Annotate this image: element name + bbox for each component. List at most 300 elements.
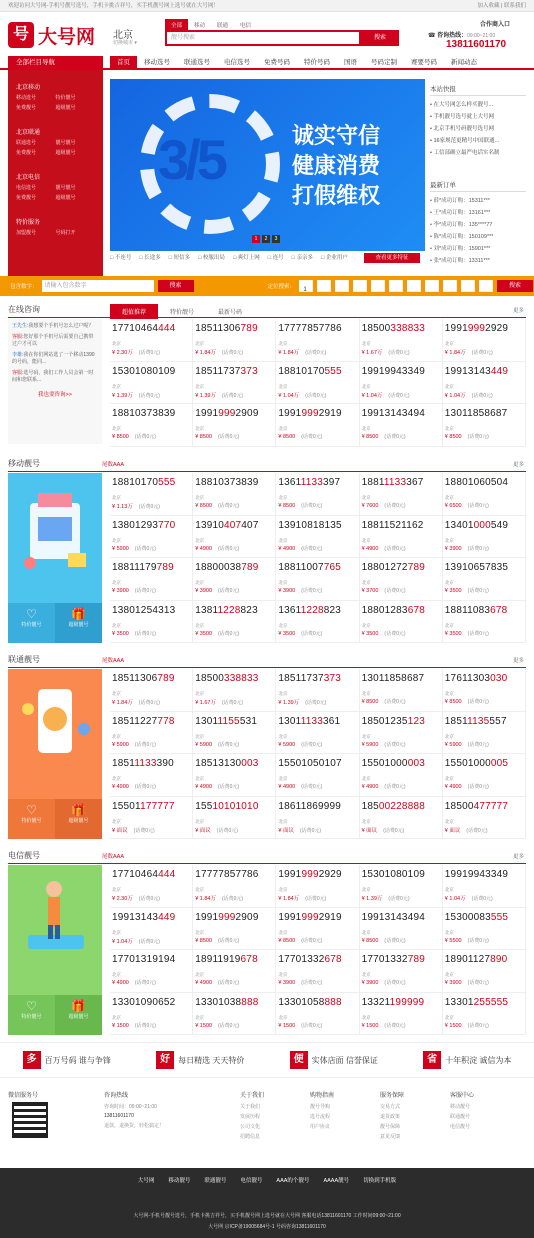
phone-number: 18811521162 — [361, 519, 424, 531]
number-card[interactable] — [360, 362, 443, 405]
number-price: ¥ 1.39万 (话费0元) — [195, 392, 244, 399]
number-price: ¥ 5900 (话费0元) — [195, 741, 240, 748]
search-input[interactable]: 靓号搜索 — [165, 30, 361, 46]
number-city: 北京 — [361, 383, 371, 389]
number-city: 北京 — [278, 495, 288, 500]
number-card[interactable] — [193, 362, 276, 405]
nav-item[interactable]: 首页 — [110, 56, 137, 70]
number-card[interactable] — [276, 516, 359, 559]
phone-number: 18901127890 — [444, 954, 508, 965]
super-link[interactable]: 🎁 超级靓号 — [55, 603, 102, 643]
number-price: ¥ 1.84万 (话费0元) — [195, 350, 244, 356]
number-card[interactable] — [443, 754, 526, 797]
number-city: 北京 — [444, 383, 454, 389]
sidebar-link[interactable]: 移动选号 — [16, 95, 37, 101]
bottom-link[interactable]: 电信靓号 — [240, 1178, 263, 1184]
tab-latest[interactable]: 最新号码 — [218, 310, 243, 316]
number-card[interactable] — [193, 754, 276, 797]
section-title: 联通靓号 — [8, 655, 40, 664]
number-city: 北京 — [361, 929, 371, 935]
special-link[interactable]: ♡ 特价靓号 — [8, 603, 55, 643]
number-card[interactable] — [360, 908, 443, 951]
number-card[interactable] — [110, 908, 193, 951]
more-features-button[interactable]: 查看更多特征 — [364, 253, 420, 263]
phone-number: 13011133361 — [278, 715, 341, 727]
phone-number: 18811133367 — [361, 477, 424, 488]
sidebar-link[interactable]: 免费靓号 — [16, 150, 37, 156]
number-card[interactable] — [360, 516, 443, 559]
number-card[interactable] — [443, 404, 526, 447]
number-card[interactable] — [276, 404, 359, 447]
section-subtitle[interactable]: 尾数AAA — [102, 658, 125, 664]
phone-number: 17701332789 — [361, 954, 425, 965]
number-price: ¥ 4900 (话费0元) — [278, 545, 323, 552]
sidebar-link[interactable]: 加盟靓号 — [16, 230, 37, 236]
number-city: 北京 — [444, 776, 454, 781]
tab-recommend[interactable]: 超值推荐 — [110, 304, 158, 319]
number-price: ¥ 面议 (话费0元) — [361, 827, 405, 834]
number-card[interactable] — [443, 797, 526, 840]
number-card[interactable] — [360, 865, 443, 908]
section-subtitle[interactable]: 尾数AAA — [102, 462, 125, 468]
number-card[interactable] — [443, 558, 526, 601]
number-card[interactable] — [360, 319, 443, 362]
number-card[interactable] — [193, 712, 276, 755]
phone-number: 13401000549 — [444, 519, 509, 531]
nav-item[interactable]: 联通选号 — [184, 59, 210, 66]
position-search-button[interactable]: 搜索 — [497, 280, 533, 292]
number-card[interactable] — [360, 473, 443, 516]
number-card[interactable] — [276, 362, 359, 405]
number-card[interactable] — [110, 319, 193, 362]
number-card[interactable] — [443, 473, 526, 516]
filter-checkbox[interactable]: □ 企业用户 — [321, 255, 348, 261]
sidebar-link[interactable]: 号码打开 — [55, 230, 76, 236]
chat-message: 李雄:我在你们网站选了一个移动1390的号码，能同... — [12, 352, 95, 365]
city-name: 北京 — [113, 30, 133, 41]
sidebar-link[interactable]: 靓号靓号 — [55, 140, 76, 146]
consult-title: 在线咨询 — [8, 305, 40, 314]
number-card[interactable] — [360, 712, 443, 755]
number-city: 北京 — [278, 972, 288, 977]
number-card[interactable] — [110, 865, 193, 908]
number-price: ¥ 1.04万 (话费0元) — [278, 392, 327, 399]
news-item[interactable]: • 手机靓号选号就上大号网 — [430, 114, 494, 120]
news-item[interactable]: • 北京手机号码靓号选号网 — [430, 126, 494, 132]
number-city: 北京 — [112, 426, 121, 431]
sidebar-link[interactable]: 联通选号 — [16, 140, 37, 146]
sidebar-link[interactable]: 超级靓号 — [55, 195, 76, 201]
search-tab-all[interactable]: 全部 — [165, 19, 188, 31]
number-card[interactable] — [193, 797, 276, 840]
number-card[interactable] — [193, 473, 276, 516]
number-city: 北京 — [278, 580, 288, 585]
phone-number: 19919992909 — [195, 408, 259, 419]
number-city: 北京 — [112, 691, 121, 696]
phone-number: 17777857786 — [278, 323, 342, 334]
search-tab-unicom[interactable]: 联通 — [217, 23, 229, 29]
number-card[interactable] — [193, 404, 276, 447]
bottom-link[interactable]: AAAA靓号 — [323, 1178, 350, 1184]
number-card[interactable] — [276, 754, 359, 797]
banner-pager — [252, 235, 280, 243]
number-card[interactable] — [443, 908, 526, 951]
news-item[interactable]: • 16家规范更精号中国联通... — [430, 138, 500, 144]
number-card[interactable] — [276, 669, 359, 712]
number-card[interactable] — [110, 754, 193, 797]
number-price: ¥ 面议 (话费0元) — [444, 827, 488, 834]
number-card[interactable] — [193, 669, 276, 712]
number-price: ¥ 4900 (话费0元) — [195, 545, 240, 552]
number-card[interactable] — [276, 601, 359, 644]
digit-cell[interactable] — [317, 280, 331, 292]
number-city: 北京 — [361, 495, 371, 500]
phone-number: 15301080109 — [361, 869, 425, 880]
number-price: ¥ 3500 (话费0元) — [112, 630, 156, 637]
filter-checkbox[interactable]: □ 校服出局 — [198, 255, 225, 261]
digit-cell[interactable] — [443, 280, 457, 292]
nav-item[interactable]: 电信选号 — [224, 59, 250, 66]
number-card[interactable] — [193, 516, 276, 559]
number-card[interactable] — [110, 558, 193, 601]
all-categories-nav[interactable]: 全部栏目导航 — [8, 56, 103, 70]
number-price: ¥ 3500 (话费0元) — [195, 630, 240, 637]
qr-code — [12, 1102, 48, 1138]
number-card[interactable] — [276, 865, 359, 908]
number-city: 北京 — [444, 691, 454, 696]
filter-checkbox[interactable]: □ 短信多 — [168, 255, 191, 261]
number-city: 北京 — [361, 1014, 371, 1020]
number-card[interactable] — [110, 473, 193, 516]
sidebar-group-title: 北京移动 — [16, 85, 41, 91]
wechat-col: 微信服务号 — [8, 1093, 39, 1099]
digit-cell[interactable] — [425, 280, 439, 292]
filter-checkbox[interactable]: □ 长途多 — [139, 255, 161, 261]
nav-item[interactable]: 号码定制 — [371, 59, 397, 66]
number-city: 北京 — [112, 887, 121, 892]
number-card[interactable] — [443, 669, 526, 712]
number-card[interactable] — [110, 993, 193, 1036]
number-price: ¥ 3900 (话费0元) — [278, 980, 323, 986]
number-card[interactable] — [443, 362, 526, 405]
bottom-link[interactable]: 联通靓号 — [204, 1178, 227, 1184]
number-card[interactable] — [193, 601, 276, 644]
mobile-illustration[interactable] — [8, 473, 102, 643]
number-price: ¥ 1.84万 (话费0元) — [112, 700, 160, 706]
number-grid — [110, 669, 526, 839]
number-card[interactable] — [360, 601, 443, 644]
phone-number: 13910407407 — [195, 519, 259, 531]
super-link[interactable]: 🎁 超级靓号 — [55, 799, 102, 839]
tab-special[interactable]: 特价靓号 — [170, 310, 195, 316]
news-item[interactable]: • 在大号网怎么样买靓号... — [430, 102, 494, 108]
number-price: ¥ 1.84万 (话费0元) — [278, 896, 327, 902]
phone-number: 18810373839 — [112, 408, 176, 419]
phone-number: 18511737373 — [278, 673, 342, 684]
nav-item[interactable]: 赛要号码 — [411, 59, 437, 66]
banner-dot[interactable]: 1 — [252, 235, 260, 243]
order-item: • 陈*成功订购：150109*** — [430, 234, 494, 240]
number-card[interactable] — [360, 993, 443, 1036]
number-price: ¥ 1.04万 (话费0元) — [112, 938, 160, 945]
phone-number: 18611869999 — [278, 800, 342, 812]
number-card[interactable] — [360, 404, 443, 447]
heart-icon: ♡ — [26, 999, 37, 1013]
number-card[interactable] — [443, 993, 526, 1036]
super-link[interactable]: 🎁 超级靓号 — [55, 995, 102, 1035]
number-card[interactable] — [110, 950, 193, 993]
nav-item[interactable]: 特价号码 — [304, 59, 330, 66]
nav-item[interactable]: 新闻动态 — [451, 59, 477, 66]
filter-checkbox[interactable]: □ 连号 — [267, 255, 284, 261]
phone-number: 18511133390 — [112, 758, 174, 769]
section-subtitle[interactable]: 尾数AAA — [102, 854, 125, 860]
number-card[interactable] — [443, 516, 526, 559]
feature-filters — [110, 253, 348, 261]
number-card[interactable] — [276, 558, 359, 601]
phone-number: 18500228888 — [361, 800, 425, 812]
number-card[interactable] — [276, 797, 359, 840]
phone-number: 17701319194 — [112, 954, 176, 965]
phone-number: 13910818135 — [278, 519, 342, 531]
section-title: 电信靓号 — [8, 851, 40, 860]
number-price: ¥ 1.39万 (话费0元) — [278, 700, 327, 706]
number-price: ¥ 3900 (话费0元) — [444, 545, 489, 552]
phone-number: 18511135557 — [444, 715, 507, 727]
number-city: 北京 — [112, 733, 121, 739]
banner-dot[interactable]: 3 — [272, 235, 280, 243]
top-links[interactable]: 加入收藏 | 联系我们 — [477, 3, 526, 9]
number-price: ¥ 4900 (话费0元) — [278, 784, 323, 790]
number-card[interactable] — [276, 712, 359, 755]
number-card[interactable] — [110, 712, 193, 755]
person-illustration — [8, 865, 102, 985]
number-card[interactable] — [193, 865, 276, 908]
sidebar-link[interactable]: 免费靓号 — [16, 105, 37, 111]
number-card[interactable] — [276, 950, 359, 993]
number-city: 北京 — [278, 537, 288, 543]
number-city: 北京 — [444, 341, 454, 346]
number-card[interactable] — [110, 669, 193, 712]
number-price: ¥ 3500 (话费0元) — [444, 588, 489, 594]
number-card[interactable] — [110, 404, 193, 447]
number-card[interactable] — [360, 669, 443, 712]
number-city: 北京 — [195, 383, 205, 389]
city-switch[interactable]: 切换城市 ▾ — [113, 40, 137, 46]
more-link[interactable]: 更多 — [512, 854, 524, 860]
number-card[interactable] — [443, 712, 526, 755]
digit-cell[interactable] — [371, 280, 385, 292]
number-price: ¥ 1.04万 (话费0元) — [444, 392, 493, 399]
sidebar-link[interactable]: 电信选号 — [16, 185, 37, 191]
digit-cell[interactable] — [389, 280, 403, 292]
news-item[interactable]: • 工信部确立最严电话实名制 — [430, 150, 500, 156]
number-city: 北京 — [195, 1014, 205, 1020]
chat-message: 客服:您好那个手机号后需要自己携带过户才可以 — [12, 334, 94, 347]
number-card[interactable] — [276, 473, 359, 516]
number-price: ¥ 1.39万 (话费0元) — [112, 392, 160, 399]
number-price: ¥ 3900 (话费0元) — [361, 980, 406, 986]
banner-dot[interactable]: 2 — [262, 235, 270, 243]
search-tab-mobile[interactable]: 移动 — [194, 23, 206, 29]
digit-cell[interactable]: 1 — [299, 280, 313, 292]
number-price: ¥ 8500 (话费0元) — [361, 699, 406, 705]
consult-link[interactable]: 我也要咨询>> — [38, 392, 72, 398]
number-card[interactable] — [193, 319, 276, 362]
number-card[interactable] — [443, 950, 526, 993]
number-card[interactable] — [360, 797, 443, 840]
number-city: 北京 — [361, 818, 371, 824]
more-link[interactable]: 更多 — [512, 658, 524, 664]
phone-number: 13301038888 — [195, 996, 259, 1008]
number-price: ¥ 面议 (话费0元) — [278, 827, 322, 834]
more-link[interactable]: 更多 — [512, 462, 524, 468]
bottom-link[interactable]: 切换到手机版 — [363, 1178, 397, 1184]
sidebar-link[interactable]: 免费靓号 — [16, 195, 37, 201]
nav-item[interactable]: 移动选号 — [144, 59, 170, 66]
number-card[interactable] — [443, 601, 526, 644]
feature-item: 省 十年积淀 诚信为本 — [423, 1051, 511, 1069]
number-city: 北京 — [195, 818, 205, 824]
sidebar-link[interactable]: 靓号靓号 — [55, 185, 76, 191]
contains-search-button[interactable]: 搜索 — [158, 280, 194, 292]
footer-col: 购物指南 靓号导购 选号流程 用户协议 — [310, 1093, 335, 1130]
search-tab-telecom[interactable]: 电信 — [240, 23, 252, 29]
filter-checkbox[interactable]: □ 爽灯上网 — [232, 255, 260, 261]
number-search-bar — [0, 276, 534, 296]
digit-cell[interactable] — [407, 280, 421, 292]
bottom-link[interactable]: AAA的个靓号 — [276, 1178, 310, 1184]
special-link[interactable]: ♡ 特价靓号 — [8, 995, 55, 1035]
number-price: ¥ 4900 (话费0元) — [361, 784, 406, 790]
number-card[interactable] — [443, 319, 526, 362]
number-city: 北京 — [278, 341, 288, 346]
number-price: ¥ 8500 (话费0元) — [444, 699, 489, 705]
number-card[interactable] — [360, 950, 443, 993]
number-city: 北京 — [361, 426, 371, 431]
number-city: 北京 — [361, 341, 371, 346]
nav-item[interactable]: 免费号码 — [264, 59, 290, 66]
sidebar-link[interactable]: 特价靓号 — [55, 95, 76, 101]
contains-input[interactable]: 请输入包含数字 — [42, 280, 154, 292]
number-price: ¥ 5900 (话费0元) — [361, 741, 406, 748]
number-card[interactable] — [276, 908, 359, 951]
number-price: ¥ 2.30万 (话费0元) — [112, 350, 160, 356]
number-card[interactable] — [110, 362, 193, 405]
sidebar-link[interactable]: 超级靓号 — [55, 105, 76, 111]
sidebar-group-title: 特价服务 — [16, 220, 41, 226]
number-card[interactable] — [110, 516, 193, 559]
bottom-link[interactable]: 移动靓号 — [168, 1178, 191, 1184]
number-card[interactable] — [193, 558, 276, 601]
phone-illustration — [8, 669, 102, 789]
shop-illustration — [8, 473, 102, 593]
phone-number: 19913143449 — [444, 365, 509, 377]
search-button[interactable]: 搜索 — [361, 30, 399, 46]
phone-number: 18800038789 — [195, 562, 259, 573]
number-city: 北京 — [195, 972, 205, 977]
telecom-illustration[interactable] — [8, 865, 102, 1035]
section-title: 移动靓号 — [8, 459, 40, 468]
number-card[interactable] — [360, 754, 443, 797]
phone-number: 18811007765 — [278, 562, 342, 573]
filter-checkbox[interactable]: □ 亲亲多 — [291, 255, 314, 261]
bottom-link[interactable]: 大号网 — [137, 1178, 155, 1184]
number-card[interactable] — [360, 558, 443, 601]
number-city: 北京 — [278, 818, 288, 824]
number-price: ¥ 5500 (话费0元) — [444, 937, 489, 944]
digit-cell[interactable] — [353, 280, 367, 292]
number-city: 北京 — [195, 341, 205, 346]
filter-checkbox[interactable]: □ 不连号 — [110, 255, 132, 261]
number-price: ¥ 3500 (话费0元) — [361, 630, 406, 637]
promo-banner[interactable] — [110, 79, 425, 251]
number-price: ¥ 4900 (话费0元) — [195, 784, 240, 790]
number-card[interactable] — [110, 601, 193, 644]
unicom-illustration[interactable] — [8, 669, 102, 839]
nav-item[interactable]: 国语 — [344, 59, 357, 66]
cooperate-link[interactable]: 合作商入口 — [480, 22, 511, 28]
number-city: 北京 — [361, 972, 371, 977]
phone-number: 18511306789 — [112, 673, 175, 684]
special-link[interactable]: ♡ 特价靓号 — [8, 799, 55, 839]
number-card[interactable] — [193, 993, 276, 1036]
feature-item: 好 每日精选 天天特价 — [156, 1051, 244, 1069]
number-price: ¥ 2.30万 (话费0元) — [112, 896, 160, 902]
logo[interactable] — [8, 20, 100, 50]
phone-number: 19919943349 — [444, 869, 509, 880]
number-city: 北京 — [112, 1014, 121, 1020]
number-card[interactable] — [443, 865, 526, 908]
number-city: 北京 — [278, 929, 288, 935]
phone-number: 19919992919 — [278, 911, 342, 923]
order-item: • 刘*成功订购：15901*** — [430, 246, 491, 252]
number-card[interactable] — [276, 993, 359, 1036]
phone-number: 19919992919 — [278, 408, 342, 419]
digit-cell[interactable] — [479, 280, 493, 292]
number-card[interactable] — [276, 319, 359, 362]
number-city: 北京 — [278, 691, 288, 696]
number-price: ¥ 5900 (话费0元) — [112, 545, 156, 552]
number-card[interactable] — [110, 797, 193, 840]
feature-icon: 好 — [156, 1051, 174, 1069]
footer — [8, 1090, 526, 1168]
number-price: ¥ 1500 (话费0元) — [361, 1022, 406, 1029]
orders-title: 最新订单 — [430, 180, 526, 192]
phone-number: 13301090652 — [112, 996, 176, 1008]
sidebar-link[interactable]: 超级靓号 — [55, 150, 76, 156]
number-card[interactable] — [193, 908, 276, 951]
number-city: 北京 — [444, 733, 454, 739]
number-card[interactable] — [193, 950, 276, 993]
number-price: ¥ 3500 (话费0元) — [444, 630, 489, 637]
number-city: 北京 — [112, 776, 121, 781]
sidebar-group-title: 北京电信 — [16, 175, 41, 181]
number-price: ¥ 1.67万 (话费0元) — [361, 350, 410, 356]
more-link[interactable]: 更多 — [512, 308, 524, 314]
digit-cell[interactable] — [335, 280, 349, 292]
phone-number: 17710464444 — [112, 869, 176, 880]
hotline-phone: 13811601170 — [446, 39, 507, 50]
number-city: 北京 — [112, 495, 121, 500]
digit-cell[interactable] — [461, 280, 475, 292]
number-price: ¥ 1500 (话费0元) — [444, 1022, 489, 1029]
number-price: ¥ 1.84万 (话费0元) — [195, 896, 244, 902]
number-city: 北京 — [195, 495, 205, 500]
number-city: 北京 — [195, 887, 205, 892]
phone-number: 18810170555 — [112, 477, 176, 488]
number-city: 北京 — [444, 887, 454, 892]
